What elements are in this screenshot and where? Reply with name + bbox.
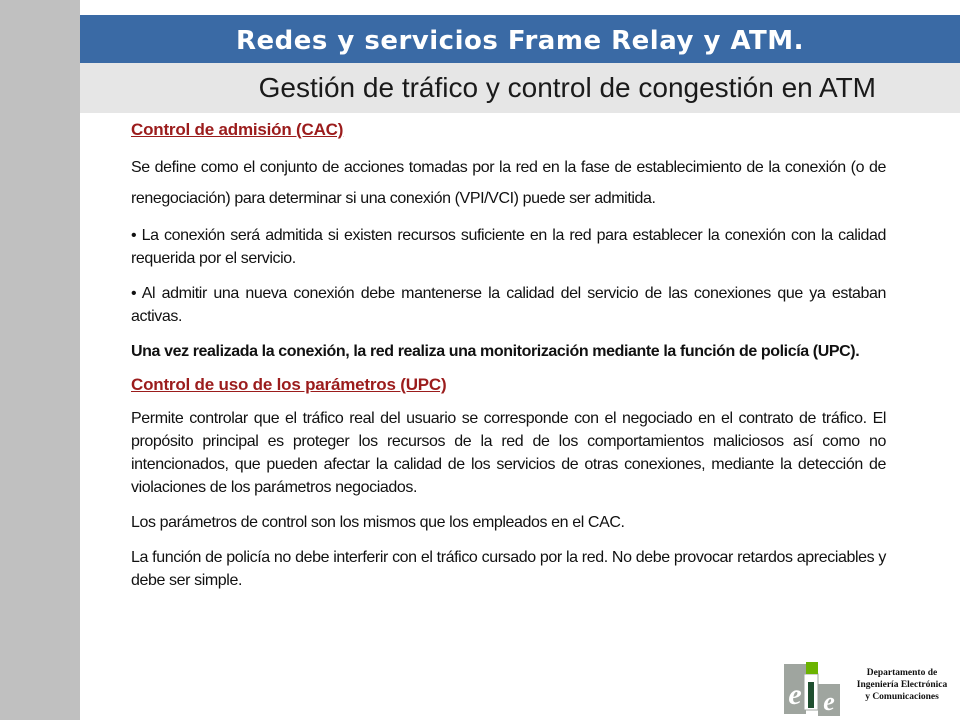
department-logo xyxy=(784,660,960,720)
department-line-1: Departamento de xyxy=(866,668,938,678)
upc-policing-note: La función de policía no debe interferir con el tráfico cursado por la red. No debe provocar retardos apreciables y debe ser simple. xyxy=(131,549,886,589)
department-name xyxy=(844,667,960,703)
svg-text:e: e xyxy=(788,678,802,711)
cac-bullet-1: • La conexión será admitida si existen recursos suficiente en la red para establecer la conexión con la calidad requerida por el servicio. xyxy=(131,227,886,267)
upc-parameters-note: Los parámetros de control son los mismos que los empleados en el CAC. xyxy=(131,514,625,531)
department-line-3: y Comunicaciones xyxy=(865,692,939,702)
left-side-bar xyxy=(0,0,80,720)
eie-logo-icon xyxy=(784,660,844,720)
upc-definition: Permite controlar que el tráfico real del usuario se corresponde con el negociado en el contrato de tráfico. El propósito principal es proteger los recursos de la red de los comportamientos maliciosos así como no intencionados, que pueden afectar la calidad de los servicios de otras conexiones, mediante la detección de violaciones de los parámetros negociados. xyxy=(131,410,886,496)
cac-monitoring-note: Una vez realizada la conexión, la red realiza una monitorización mediante la función de policía (UPC). xyxy=(131,343,860,360)
svg-text:e: e xyxy=(823,687,835,716)
slide-title-bar xyxy=(80,15,960,63)
cac-definition: Se define como el conjunto de acciones tomadas por la red en la fase de establecimiento de la conexión (o de renegociación) para determinar si una conexión (VPI/VCI) puede ser admitida. xyxy=(131,159,886,207)
slide-content xyxy=(131,120,886,604)
slide-subtitle: Gestión de tráfico y control de congestión en ATM xyxy=(258,72,876,103)
section-heading-cac: Control de admisión (CAC) xyxy=(131,120,344,139)
cac-bullet-2: • Al admitir una nueva conexión debe mantenerse la calidad del servicio de las conexiones que ya estaban activas. xyxy=(131,285,886,325)
slide-title: Redes y servicios Frame Relay y ATM. xyxy=(235,26,805,56)
slide-subtitle-bar xyxy=(80,63,960,113)
department-line-2: Ingeniería Electrónica xyxy=(856,680,948,690)
section-heading-upc: Control de uso de los parámetros (UPC) xyxy=(131,375,447,394)
